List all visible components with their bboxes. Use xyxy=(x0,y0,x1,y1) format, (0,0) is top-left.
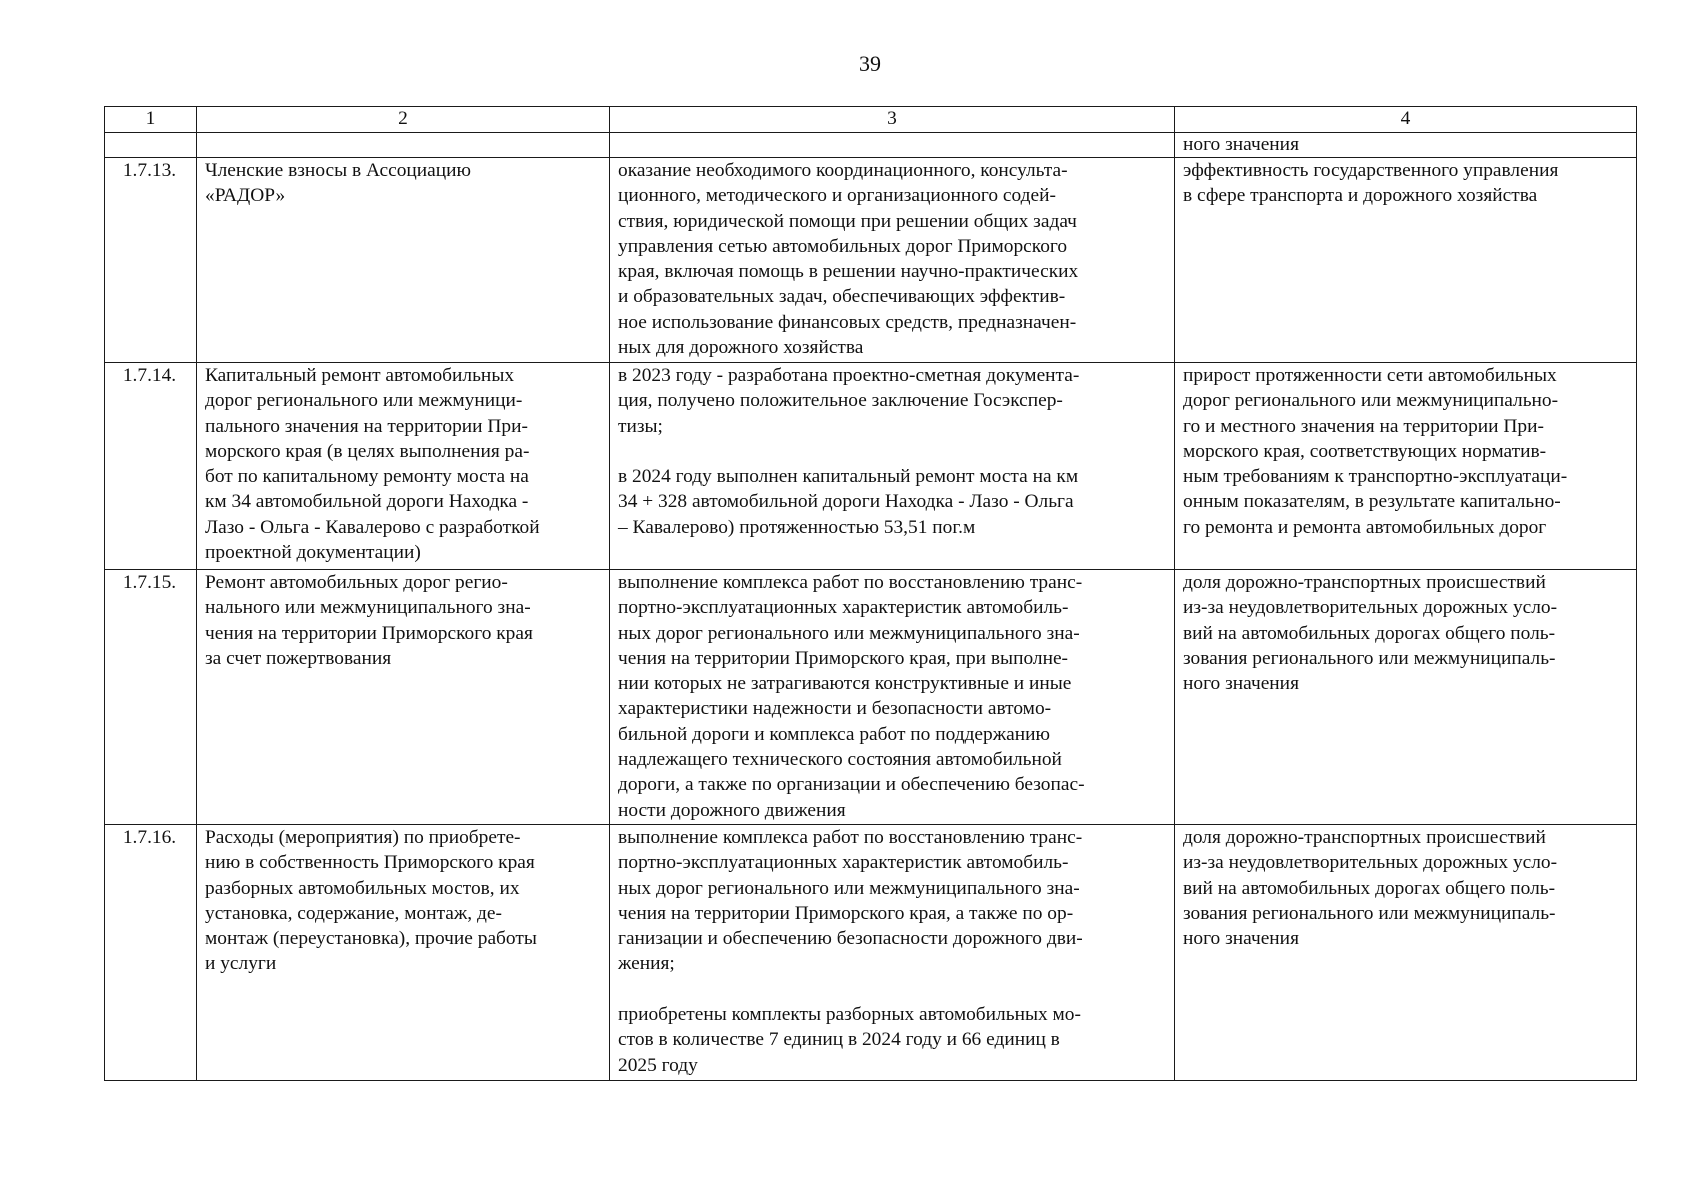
continuation-col2 xyxy=(197,133,610,158)
table-row xyxy=(105,363,1637,570)
measure-name: Членские взносы в Ассоциацию «РАДОР» xyxy=(197,158,610,363)
column-number-2: 2 xyxy=(197,107,610,133)
measure-name: Ремонт автомобильных дорог регио- нального или межмуниципального зна- чения на территории Приморского края за счет пожертвования xyxy=(197,570,610,825)
measures-table xyxy=(104,106,1637,1081)
measure-name: Расходы (мероприятия) по приобрете- нию в собственность Приморского края разборных автомобильных мостов, их установка, содержание, монтаж, де- монтаж (переустановка), прочие работы и услуги xyxy=(197,825,610,1081)
column-number-row xyxy=(105,107,1637,133)
continuation-col1 xyxy=(105,133,197,158)
measure-indicator: доля дорожно-транспортных происшествий из-за неудовлетворительных дорожных усло- вий на автомобильных дорогах общего поль- зования регионального или межмуниципаль- ного значения xyxy=(1175,570,1637,825)
table-row xyxy=(105,570,1637,825)
row-number: 1.7.14. xyxy=(105,363,197,570)
measure-description: выполнение комплекса работ по восстановлению транс- портно-эксплуатационных характеристик автомобиль- ных дорог регионального или межмуниципального зна- чения на территории Приморского края, а также по ор- ганизации и обеспечению безопасности дорожного дви- жения; приобретены комплекты разборных автомобильных мо- стов в количестве 7 единиц в 2024 году и 66 единиц в 2025 году xyxy=(610,825,1175,1081)
column-number-3: 3 xyxy=(610,107,1175,133)
measure-description: в 2023 году - разработана проектно-сметная документа- ция, получено положительное заключение Госэкспер- тизы; в 2024 году выполнен капитальный ремонт моста на км 34 + 328 автомобильной дороги Находка - Лазо - Ольга – Кавалерово) протяженностью 53,51 пог.м xyxy=(610,363,1175,570)
measure-indicator: эффективность государственного управления в сфере транспорта и дорожного хозяйства xyxy=(1175,158,1637,363)
measure-name: Капитальный ремонт автомобильных дорог регионального или межмуници- пального значения на территории При- морского края (в целях выполнения ра- бот по капитальному ремонту моста на км 34 автомобильной дороги Находка - Лазо - Ольга - Кавалерово с разработкой проектной документации) xyxy=(197,363,610,570)
continuation-col4: ного значения xyxy=(1175,133,1637,158)
column-number-1: 1 xyxy=(105,107,197,133)
row-number: 1.7.13. xyxy=(105,158,197,363)
row-number: 1.7.15. xyxy=(105,570,197,825)
measure-description: выполнение комплекса работ по восстановлению транс- портно-эксплуатационных характеристик автомобиль- ных дорог регионального или межмуниципального зна- чения на территории Приморского края, при выполне- нии которых не затрагиваются конструктивные и иные характеристики надежности и безопасности автомо- бильной дороги и комплекса работ по поддержанию надлежащего технического состояния автомобильной дороги, а также по организации и обеспечению безопас- ности дорожного движения xyxy=(610,570,1175,825)
table-row xyxy=(105,158,1637,363)
continuation-col3 xyxy=(610,133,1175,158)
measure-description: оказание необходимого координационного, консульта- ционного, методического и организационного содей- ствия, юридической помощи при решении общих задач управления сетью автомобильных дорог Приморского края, включая помощь в решении научно-практических и образовательных задач, обеспечивающих эффектив- ное использование финансовых средств, предназначен- ных для дорожного хозяйства xyxy=(610,158,1175,363)
measure-indicator: доля дорожно-транспортных происшествий из-за неудовлетворительных дорожных усло- вий на автомобильных дорогах общего поль- зования регионального или межмуниципаль- ного значения xyxy=(1175,825,1637,1081)
measure-indicator: прирост протяженности сети автомобильных дорог регионального или межмуниципально- го и местного значения на территории При- морского края, соответствующих норматив- ным требованиям к транспортно-эксплуатаци- онным показателям, в результате капитально- го ремонта и ремонта автомобильных дорог xyxy=(1175,363,1637,570)
row-number: 1.7.16. xyxy=(105,825,197,1081)
column-number-4: 4 xyxy=(1175,107,1637,133)
continuation-row xyxy=(105,133,1637,158)
page-number: 39 xyxy=(859,51,881,76)
table-row xyxy=(105,825,1637,1081)
